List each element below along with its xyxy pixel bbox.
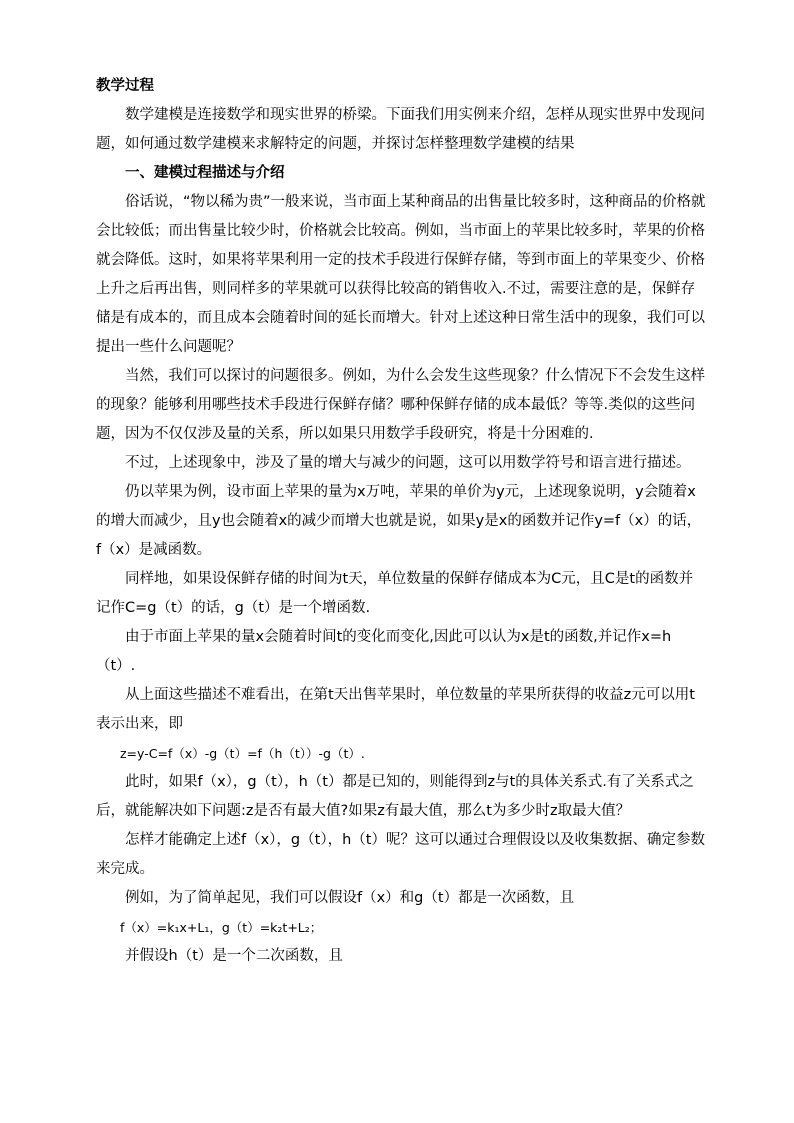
paragraph-3: 不过，上述现象中，涉及了量的增大与减少的问题，这可以用数学符号和语言进行描述。 — [125, 455, 691, 471]
formula-linear: f（x）=k₁x+L₁，g（t）=k₂t+L₂； — [120, 920, 323, 935]
paragraph-10: 例如，为了简单起见，我们可以假设f（x）和g（t）都是一次函数，且 — [125, 890, 575, 906]
paragraph-8: 此时，如果f（x），g（t），h（t）都是已知的，则能得到z与t的具体关系式.有了关系式之后，就能解决如下问题:z是否有最大值?如果z有最大值，那么t为多少时z取最大值？ — [96, 774, 694, 819]
document-page — [96, 72, 706, 971]
paragraph-5: 同样地，如果设保鲜存储的时间为t天，单位数量的保鲜存储成本为C元，且C是t的函数并记作C=g（t）的话，g（t）是一个增函数. — [96, 571, 694, 616]
paragraph-4: 仍以苹果为例，设市面上苹果的量为x万吨，苹果的单价为y元，上述现象说明，y会随着x的增大而减少，且y也会随着x的减少而增大也就是说，如果y是x的函数并记作y=f（x）的话，f（x）是减函数。 — [96, 484, 702, 558]
document-title: 教学过程 — [96, 78, 154, 94]
paragraph-1: 俗话说，“物以稀为贵”一般来说，当市面上某种商品的出售量比较多时，这种商品的价格就会比较低；而出售量比较少时，价格就会比较高。例如，当市面上的苹果比较多时，苹果的价格就会降低。这时，如果将苹果利用一定的技术手段进行保鲜存储，等到市面上的苹果变少、价格上升之后再出售，则同样多的苹果就可以获得比较高的销售收入.不过，需要注意的是，保鲜存储是有成本的，而且成本会随着时间的延长而增大。针对上述这种日常生活中的现象，我们可以提出一些什么问题呢？ — [96, 194, 706, 355]
paragraph-6: 由于市面上苹果的量x会随着时间t的变化而变化,因此可以认为x是t的函数,并记作x=h（t）. — [96, 629, 672, 674]
paragraph-2: 当然，我们可以探讨的问题很多。例如，为什么会发生这些现象？什么情况下不会发生这样的现象？能够利用哪些技术手段进行保鲜存储？哪种保鲜存储的成本最低？等等.类似的这些问题，因为不仅仅涉及量的关系，所以如果只用数学手段研究，将是十分困难的. — [96, 368, 705, 442]
paragraph-11: 并假设h（t）是一个二次函数，且 — [125, 948, 343, 964]
formula-z: z=y-C=f（x）-g（t）=f（h（t））-g（t）. — [120, 746, 365, 761]
section-heading: 一、建模过程描述与介绍 — [125, 165, 285, 181]
paragraph-7: 从上面这些描述不难看出，在第t天出售苹果时，单位数量的苹果所获得的收益z元可以用t表示出来，即 — [96, 687, 695, 732]
intro-paragraph: 数学建模是连接数学和现实世界的桥梁。下面我们用实例来介绍，怎样从现实世界中发现问题，如何通过数学建模来求解特定的问题，并探讨怎样整理数学建模的结果 — [96, 107, 705, 152]
paragraph-9: 怎样才能确定上述f（x），g（t），h（t）呢？这可以通过合理假设以及收集数据、确定参数来完成。 — [96, 832, 705, 877]
